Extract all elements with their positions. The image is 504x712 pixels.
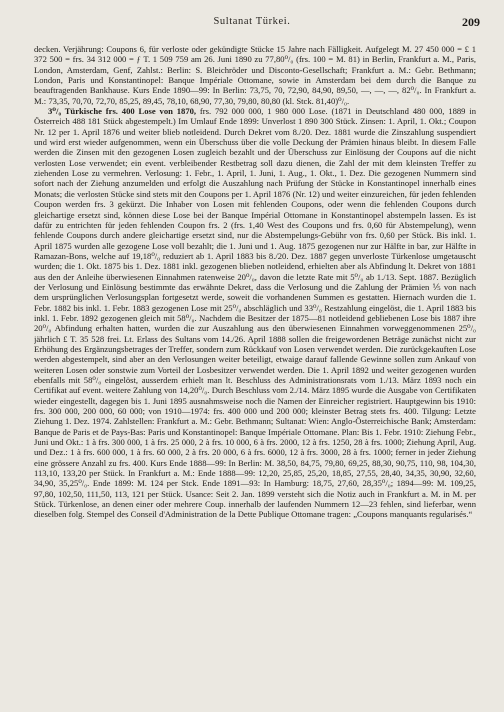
running-header bbox=[0, 16, 504, 30]
page-number: 209 bbox=[462, 15, 480, 29]
paragraph-2 bbox=[34, 106, 476, 520]
lottery-bond-heading: 3⁰/₀ Türkische frs. 400 Lose von 1870, bbox=[48, 106, 197, 117]
paragraph-1: decken. Verjährung: Coupons 6, für verloste oder gekündigte Stücke 15 Jahre nach Fälligkeit. Aufgelegt M. 27 450 000 = £ 1 372 500 = frs. 34 312 000 = ƒ T. 1 509 759 am 26. Juni 1890 zu 77,80⁰/₀ (frs. 100 = M. 81) in Berlin, Frankfurt a. M., Paris, London, Amsterdam, Genf, Zahlst.: Berlin: S. Bleichröder und Disconto-Gesellschaft; Frankfurt a. M.: Gebr. Bethmann; London, Paris und Konstantinopel: Banque Impériale Ottomane, sowie in Amsterdam bei dem durch die Banque zu beauftragenden Bankhause. Kurs Ende 1890—99: In Berlin: 73,75, 70, 72,90, 84,90, 89,50, —, —, —, 82⁰/₀. In Frankfurt a. M.: 73,35, 70,70, 72,70, 85,25, 89,45, 78,10, 68,90, 77,30, 79,80, 80,80 (kl. Stck. 81,40)⁰/₀. bbox=[34, 44, 476, 106]
running-title: Sultanat Türkei. bbox=[213, 16, 291, 27]
body-text bbox=[34, 44, 476, 704]
paragraph-2-text: frs. 792 000 000, 1 980 000 Lose. (1871 in Deutschland 480 000, 1889 in Österreich 488 181 Stück abgestempelt.) Im Umlauf Ende 1899: Unverlost 1 890 300 Stück. Zinsen: 1. April, 1. Okt.; Coupon Nr. 12 per 1. April 1876 und weiter blieb notleidend. Durch Dekret vom 8./20. Dez. 1881 wurde die Zinszahlung suspendiert und wird erst wieder aufgenommen, wenn ein Überschuss über die volle Deckung der Prämien hinaus bleibt. In diesem Falle werden die Zinsen mit den gezogenen Losen zugleich bezahlt und der Überschuss zur Einlösung der Coupons auf die nicht verlosten Lose verwendet; ein event. verbleibender Restbetrag soll dazu dienen, die Zahl der mit dem kleinsten Treffer zu ziehenden Lose zu vermehren. Verlosung: 1. Febr., 1. April, 1. Juni, 1. Aug., 1. Okt., 1. Dez. Die gezogenen Nummern sind sofort nach der Ziehung anzumelden und erfolgt die Auszahlung nach Prüfung der Stücke in Konstantinopel innerhalb eines Monats; die verlosten Stücke sind stets mit den Coupons per 1. April 1876 (Nr. 12) und weiter einzureichen, für jeden fehlenden Coupon werden frs. 3 gekürzt. Die Inhaber von Losen mit fehlenden Coupons, oder wenn die fehlenden Coupons durch gleichartige ersetzt sind, können diese Lose bei der Banque Impérial Ottomane in Konstantinopel abstempeln lassen. Es ist dafür zu entrichten für jeden fehlenden Coupon frs. 2 (frs. 1,40 West des Coupons und frs. 0,60 für Abstempelung), wenn fehlende Coupons durch andere gleichartige ersetzt sind, nur die Abstempelungs-Gebühr von frs. 0,60 per Stück. Bis inkl. 1. April 1875 wurden alle gezogene Lose voll bezahlt; die 1. Juni und 1. Aug. 1875 gezogenen nur zur Hälfte in bar, zur Hälfte in Ramazan-Bons, welche auf 19,18⁰/₀ reduziert ab 1. April 1883 bis 8./20. Dez. 1887 gegen unverloste Türkenlose umgetauscht wurden; die 1. Okt. 1875 bis 1. Dez. 1881 inkl. gezogenen blieben notleidend, erhielten aber als Abfindung lt. Dekret von 1881 aus den der Anleihe überwiesenen Einnahmen ratenweise 20⁰/₀, davon die letzte Rate mit 5⁰/₀ ab 1./13. Sept. 1887. Bezüglich der Verlosung und Einlösung bestimmte das erwähnte Dekret, dass die Verlosung und die Zahlung der Prämien ⅕ von nach dem ursprünglichen Verlosungsplan fortgesetzt werde, soweit die vorhandenen Summen es gestatten. Hiernach wurden die 1. Febr. 1882 bis inkl. 1. Febr. 1883 gezogenen Lose mit 25⁰/₀ abschläglich und 33⁰/₀ Restzahlung eingelöst, die 1. April 1883 bis inkl. 1. Febr. 1892 gezogenen gleich mit 58⁰/₀. Nachdem die Besitzer der 1875—81 notleidend gebliebenen Lose bis 1887 ihre 20⁰/₀ Abfindung erhalten hatten, wurden die zur Auszahlung aus den überwiesenen Einnahmen vorweggenommenen 25⁰/₀ jährlich £ T. 35 528 frei. Lt. Erlass des Sultans vom 14./26. April 1888 sollen die freigewordenen Beträge zunächst nicht zur Erhöhung des Ergänzungsbetrages der Treffer, sondern zum Rückkauf von Losen verwendet werden. Die zurückgekauften Lose werden abgestempelt, sind aber an den Verlosungen weiter beteiligt, etwaige darauf fallende Gewinne sollen zum Ankauf von weiteren Losen oder sonstwie zum Vorteil der Losbesitzer verwendet werden. Die 1. April 1892 und weiter gezogenen wurden ebenfalls mit 58⁰/₀ eingelöst, ausserdem erhielt man lt. Beschluss des Administrationsrats vom 1./13. März 1893 noch ein Certifikat auf event. weitere Zahlung von 14,20⁰/₀. Durch Beschluss vom 2./14. März 1895 wurde die Ausgabe von Certifikaten wieder eingestellt, dagegen bis 1. Juni 1895 ausnahmsweise noch die Namen der Einreicher registriert. Hauptgewinn bis 1910: frs. 300 000, 200 000, 60 000; von 1910—1974: frs. 400 000 und 200 000; kleinster Betrag stets frs. 400. Tilgung: Letzte Ziehung 1. Dez. 1974. Zahlstellen: Frankfurt a. M.: Gebr. Bethmann; Sultanat: Wien: Anglo-Österreichische Bank; Amsterdam: Banque de Paris et de Pays-Bas: Paris und Konstantinopel: Banque Impériale Ottomane. Plan: Bis 1. Febr. 1910: Ziehung Febr., Juni und Okt.: 1 à frs. 300 000, 1 à frs. 25 000, 2 à frs. 10 000, 6 à frs. 2000, 12 à frs. 1250, 28 à frs. 1000; Ziehung April, Aug. und Dez.: 1 à frs. 600 000, 1 à frs. 60 000, 2 à frs. 20 000, 6 à frs. 6000, 12 à frs. 3000, 28 à frs. 1000; ferner in jeder Ziehung eine grössere Anzahl zu frs. 400. Kurs Ende 1888—99: In Berlin: M. 38,50, 84,75, 79,80, 69,25, 88,30, 90,75, 110, 98, 104,30, 113,10, 133,20 per Stück. In Frankfurt a. M.: Ende 1888—99: 12,20, 25,85, 25,20, 18,85, 27,55, 28,40, 34,35, 30,90, 32,60, 34,90, 35,25⁰/₀. Ende 1899: M. 124 per Stck. Ende 1891—93: In Hamburg: 18,75, 27,60, 28,35⁰/₀; 1894—99: M. 109,25, 97,80, 102,50, 111,50, 113, 121 per Stück. Usance: Seit 2. Jan. 1899 versteht sich die Notiz auch in Frankfurt a. M. in M. per Stück. Türkenlose, an denen einer oder mehrere Coup. innerhalb der laufenden Nummern 12—23 fehlen, sind lieferbar, wenn dieselben folg. Stempel des Conseil d'Administration de la Dette Publique Ottomane tragen: „Coupons manquants regularisés.“ bbox=[34, 106, 476, 520]
